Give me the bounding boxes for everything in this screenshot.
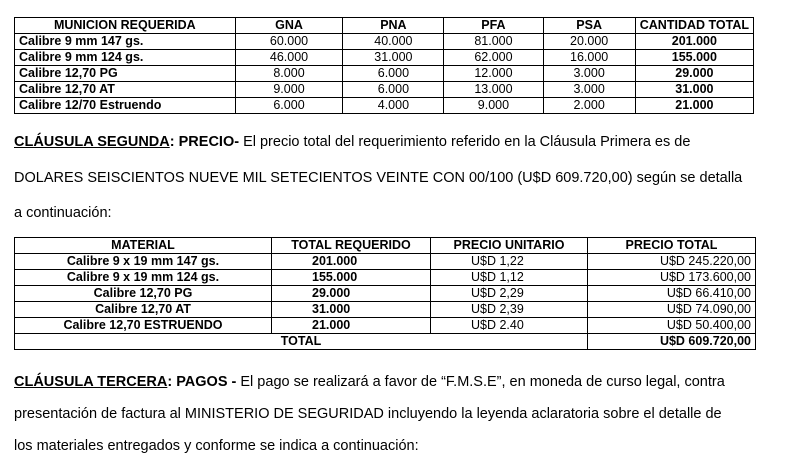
- table-header-row: [15, 238, 756, 254]
- table-header-row: [15, 18, 754, 34]
- cell-material: Calibre 12/70 Estruendo: [15, 98, 236, 114]
- cell-precio-total: U$D 173.600,00: [588, 270, 756, 286]
- cell-pfa: 13.000: [444, 82, 543, 98]
- cell-total: 201.000: [635, 34, 753, 50]
- header-material: MATERIAL: [15, 238, 272, 254]
- header-pfa: PFA: [444, 18, 543, 34]
- total-value: U$D 609.720,00: [588, 334, 756, 350]
- cell-material: Calibre 9 mm 147 gs.: [15, 34, 236, 50]
- price-table: [14, 237, 756, 350]
- clause3-line3: los materiales entregados y conforme se indica a continuación:: [14, 438, 419, 454]
- table-total-row: [15, 334, 756, 350]
- header-pna: PNA: [343, 18, 444, 34]
- cell-pna: 6.000: [343, 82, 444, 98]
- header-gna: GNA: [235, 18, 343, 34]
- cell-psa: 3.000: [543, 66, 635, 82]
- cell-material: Calibre 9 x 19 mm 147 gs.: [15, 254, 272, 270]
- cell-psa: 20.000: [543, 34, 635, 50]
- clause2-text1: El precio total del requerimiento referido en la Cláusula Primera es de: [239, 134, 691, 150]
- table-row: [15, 270, 756, 286]
- clause2-heading: CLÁUSULA SEGUNDA: [14, 134, 170, 150]
- clause3-line1: [14, 374, 759, 390]
- cell-total: 29.000: [635, 66, 753, 82]
- cell-pna: 4.000: [343, 98, 444, 114]
- cell-total-requerido: 201.000: [272, 254, 431, 270]
- table-row: [15, 50, 754, 66]
- cell-precio-unitario: U$D 2,39: [431, 302, 588, 318]
- cell-psa: 2.000: [543, 98, 635, 114]
- cell-total-requerido: 29.000: [272, 286, 431, 302]
- cell-total-requerido: 31.000: [272, 302, 431, 318]
- cell-material: Calibre 12,70 AT: [15, 82, 236, 98]
- cell-pfa: 12.000: [444, 66, 543, 82]
- header-precio-total: PRECIO TOTAL: [588, 238, 756, 254]
- cell-gna: 60.000: [235, 34, 343, 50]
- cell-precio-unitario: U$D 1,12: [431, 270, 588, 286]
- clause3-heading: CLÁUSULA TERCERA: [14, 374, 168, 390]
- cell-precio-total: U$D 74.090,00: [588, 302, 756, 318]
- header-psa: PSA: [543, 18, 635, 34]
- table-row: [15, 66, 754, 82]
- table-row: [15, 98, 754, 114]
- cell-material: Calibre 9 mm 124 gs.: [15, 50, 236, 66]
- cell-precio-unitario: U$D 2.40: [431, 318, 588, 334]
- cell-total-requerido: 155.000: [272, 270, 431, 286]
- clause3-line2: presentación de factura al MINISTERIO DE SEGURIDAD incluyendo la leyenda aclaratoria sobre el detalle de: [14, 406, 722, 422]
- clause2-line2: DOLARES SEISCIENTOS NUEVE MIL SETECIENTOS VEINTE CON 00/100 (U$D 609.720,00) según se detalla: [14, 170, 743, 186]
- cell-precio-total: U$D 66.410,00: [588, 286, 756, 302]
- table-row: [15, 254, 756, 270]
- clause3-subheading: PAGOS -: [176, 374, 237, 390]
- cell-precio-total: U$D 50.400,00: [588, 318, 756, 334]
- table-row: [15, 82, 754, 98]
- cell-precio-unitario: U$D 2,29: [431, 286, 588, 302]
- cell-total-requerido: 21.000: [272, 318, 431, 334]
- cell-material: Calibre 12,70 PG: [15, 286, 272, 302]
- cell-pfa: 9.000: [444, 98, 543, 114]
- cell-precio-total: U$D 245.220,00: [588, 254, 756, 270]
- header-precio-unitario: PRECIO UNITARIO: [431, 238, 588, 254]
- clause2-subheading: PRECIO-: [178, 134, 240, 150]
- table-row: [15, 34, 754, 50]
- cell-material: Calibre 12,70 AT: [15, 302, 272, 318]
- total-label: TOTAL: [15, 334, 588, 350]
- clause3-text1: El pago se realizará a favor de “F.M.S.E”, en moneda de curso legal, contra: [236, 374, 725, 390]
- cell-gna: 46.000: [235, 50, 343, 66]
- cell-material: Calibre 12,70 ESTRUENDO: [15, 318, 272, 334]
- table-row: [15, 318, 756, 334]
- ammunition-requirement-table: [14, 17, 754, 114]
- cell-pna: 40.000: [343, 34, 444, 50]
- cell-psa: 16.000: [543, 50, 635, 66]
- cell-gna: 6.000: [235, 98, 343, 114]
- cell-material: Calibre 9 x 19 mm 124 gs.: [15, 270, 272, 286]
- header-total-requerido: TOTAL REQUERIDO: [272, 238, 431, 254]
- cell-pfa: 62.000: [444, 50, 543, 66]
- cell-pna: 6.000: [343, 66, 444, 82]
- cell-total: 155.000: [635, 50, 753, 66]
- clause3-colon: :: [167, 374, 173, 390]
- clause2-colon: :: [169, 134, 175, 150]
- cell-total: 21.000: [635, 98, 753, 114]
- cell-gna: 9.000: [235, 82, 343, 98]
- cell-gna: 8.000: [235, 66, 343, 82]
- header-cantidad-total: CANTIDAD TOTAL: [635, 18, 753, 34]
- table-row: [15, 286, 756, 302]
- cell-psa: 3.000: [543, 82, 635, 98]
- cell-pfa: 81.000: [444, 34, 543, 50]
- clause2-line3: a continuación:: [14, 205, 112, 221]
- header-municion: MUNICION REQUERIDA: [15, 18, 236, 34]
- cell-material: Calibre 12,70 PG: [15, 66, 236, 82]
- cell-total: 31.000: [635, 82, 753, 98]
- clause2-line1: [14, 134, 759, 150]
- cell-precio-unitario: U$D 1,22: [431, 254, 588, 270]
- cell-pna: 31.000: [343, 50, 444, 66]
- table-row: [15, 302, 756, 318]
